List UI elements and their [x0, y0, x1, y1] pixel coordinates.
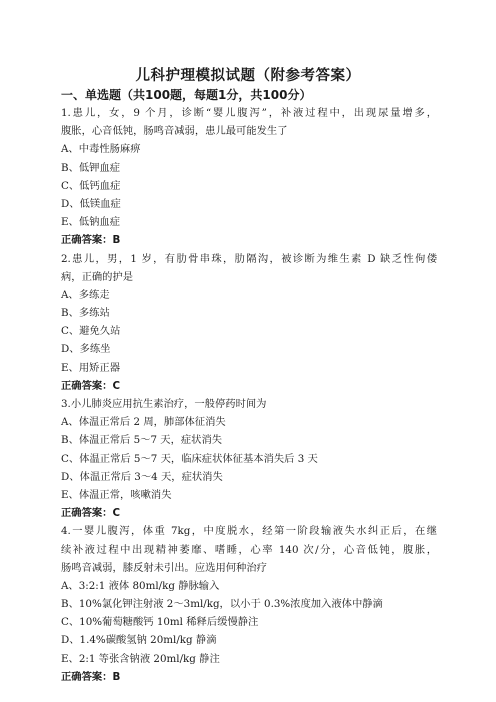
- option-e: E、用矫正器: [61, 361, 121, 374]
- option-a: A、3:2:1 液体 80ml/kg 静脉输入: [61, 579, 220, 592]
- option-c: C、体温正常后 5～7 天，临床症状体征基本消失后 3 天: [61, 452, 318, 465]
- question-4: [61, 522, 437, 686]
- question-text-line: 肠鸣音减弱，膝反射未引出。应选用何种治疗: [61, 561, 267, 574]
- correct-answer: 正确答案：C: [61, 379, 121, 392]
- option-b: B、多练站: [61, 307, 110, 320]
- question-text-line: 3.小儿肺炎应用抗生素治疗，一般停药时间为: [61, 398, 267, 410]
- option-e: E、体温正常，咳嗽消失: [61, 488, 172, 501]
- option-d: D、1.4%碳酸氢钠 20ml/kg 静滴: [61, 634, 217, 647]
- option-e: E、2:1 等张含钠液 20ml/kg 静注: [61, 652, 220, 665]
- question-text-line: 病，正确的护是: [61, 270, 134, 283]
- question-text-line: 2.患儿，男，1 岁，有肋骨串珠，肋隔沟，被诊断为维生素 D 缺乏性佝偻: [61, 252, 437, 265]
- correct-answer: 正确答案：C: [61, 507, 121, 520]
- option-d: D、低镁血症: [61, 197, 121, 210]
- option-a: A、体温正常后 2 周，肺部体征消失: [61, 416, 226, 429]
- question-3: [61, 395, 437, 522]
- option-a: A、中毒性肠麻痹: [61, 143, 141, 156]
- option-c: C、避免久站: [61, 325, 121, 338]
- option-b: B、体温正常后 5～7 天，症状消失: [61, 434, 223, 447]
- question-1: [61, 104, 437, 250]
- question-2: [61, 250, 437, 396]
- section-heading: 一、单选题（共100题，每题1分，共100分）: [61, 88, 312, 102]
- option-d: D、体温正常后 3～4 天，症状消失: [61, 470, 223, 483]
- question-text-line: 1.患儿，女，9 个月，诊断“婴儿腹泻”，补液过程中，出现尿量增多，: [61, 107, 437, 119]
- correct-answer: 正确答案：B: [61, 670, 121, 683]
- question-text-line: 4.一婴儿腹泻，体重 7kg，中度脱水，经第一阶段输液失水纠正后，在继: [61, 525, 437, 538]
- option-e: E、低钠血症: [61, 216, 121, 229]
- correct-answer: 正确答案：B: [61, 234, 121, 247]
- question-list: [61, 104, 437, 686]
- question-text-line: 续补液过程中出现精神萎靡、嗜睡，心率 140 次/分，心音低钝，腹胀，: [61, 543, 437, 556]
- option-a: A、多练走: [61, 288, 110, 301]
- option-c: C、低钙血症: [61, 179, 121, 192]
- question-text-line: 腹胀，心音低钝，肠鸣音减弱，患儿最可能发生了: [61, 125, 288, 138]
- option-d: D、多练坐: [61, 343, 111, 356]
- option-c: C、10%葡萄糖酸钙 10ml 稀释后缓慢静注: [61, 616, 259, 629]
- document-title: 儿科护理模拟试题（附参考答案）: [135, 68, 361, 84]
- option-b: B、低钾血症: [61, 161, 121, 174]
- option-b: B、10%氯化钾注射液 2～3ml/kg，以小于 0.3%浓度加入液体中静滴: [61, 598, 383, 611]
